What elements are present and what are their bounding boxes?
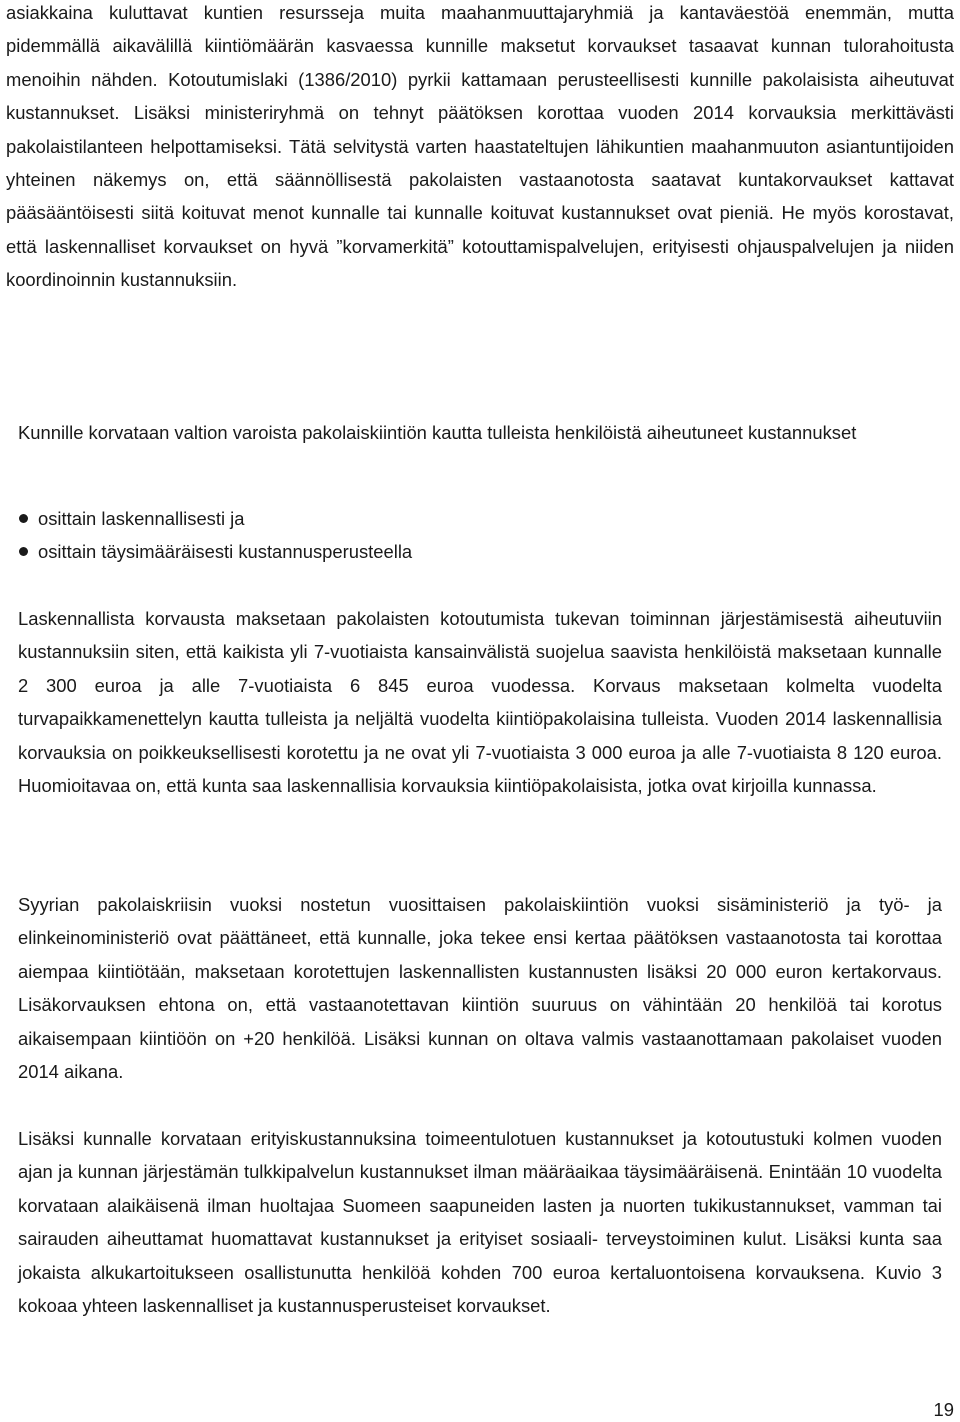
paragraph-syria-refugee-crisis: Syyrian pakolaiskriisin vuoksi nostetun vuosittaisen pakolaiskiintiön vuoksi sisäministeriö ja työ- ja elinkeinoministeriö ovat päättäneet, että kunnalle, joka tekee ensi kertaa päätöksen vastaanotosta tai korottaa aiempaa kiintiötään, maksetaan korotettujen laskennallisten kustannusten lisäksi 20 000 euron kertakorvaus. Lisäkorvauksen ehtona on, että vastaanotettavan kiintiön suuruus on vähintään 20 henkilöä tai korotus aikaisempaan kiintiöön on +20 henkilöä. Lisäksi kunnan on oltava valmis vastaanottamaan pakolaiset vuoden 2014 aikana. xyxy=(18,894,942,1083)
paragraph-special-costs: Lisäksi kunnalle korvataan erityiskustannuksina toimeentulotuen kustannukset ja kotoutustuki kolmen vuoden ajan ja kunnan järjestämän tulkkipalvelun kustannukset ilman määräaikaa täysimääräisenä. Enintään 10 vuodelta korvataan alaikäisenä ilman huoltajaa Suomeen saapuneiden lasten ja nuorten tukikustannukset, vamman tai sairauden aiheuttamat huomattavat kustannukset ja erityiset sosiaali- terveystoiminen kulut. Lisäksi kunta saa jokaista alkukartoitukseen osallistunutta henkilöä kohden 700 euroa kertaluontoisena korvauksena. Kuvio 3 kokoaa yhteen laskennalliset ja kustannusperusteiset korvaukset. xyxy=(18,1128,942,1317)
bullet-icon xyxy=(19,514,28,523)
paragraph-state-compensation-intro: Kunnille korvataan valtion varoista pakolaiskiintiön kautta tulleista henkilöistä aiheutuneet kustannukset xyxy=(18,422,857,443)
bullet-icon xyxy=(19,547,28,556)
paragraph-calculated-compensation: Laskennallista korvausta maksetaan pakolaisten kotoutumista tukevan toiminnan järjestämisestä aiheutuviin kustannuksiin siten, että kaikista yli 7-vuotiaista kansainvälistä suojelua saavista henkilöistä maksetaan kunnalle 2 300 euroa ja alle 7-vuotiaista 6 845 euroa vuodessa. Korvaus maksetaan kolmelta vuodelta turvapaikkamenettelyn kautta tulleista ja neljältä vuodelta kiintiöpakolaisina tulleista. Vuoden 2014 laskennallisia korvauksia on poikkeuksellisesti korotettu ja ne ovat yli 7-vuotiaista 3 000 euroa ja alle 7-vuotiaista 8 120 euroa. Huomioitavaa on, että kunta saa laskennallisia korvauksia kiintiöpakolaisista, jotka ovat kirjoilla kunnassa. xyxy=(18,608,942,797)
list-item-text: osittain laskennallisesti ja xyxy=(38,508,245,529)
paragraph-compensation-overview: asiakkaina kuluttavat kuntien resursseja muita maahanmuuttajaryhmiä ja kantaväestöä enemmän, mutta pidemmällä aikavälillä kiintiömäärän kasvaessa kunnille maksetut korvaukset tasaavat kunnan tulorahoitusta menoihin nähden. Kotoutumislaki (1386/2010) pyrkii kattamaan perusteellisesti kunnille pakolaisista aiheutuvat kustannukset. Lisäksi ministeriryhmä on tehnyt päätöksen korottaa vuoden 2014 korvauksia merkittävästi pakolaistilanteen helpottamiseksi. Tätä selvitystä varten haastateltujen lähikuntien maahanmuuton asiantuntijoiden yhteinen näkemys on, että säännöllisestä pakolaisten vastaanotosta saatavat kuntakorvaukset kattavat pääsääntöisesti siitä koituvat menot kunnalle tai kunnalle koituvat kustannukset ovat pieniä. He myös korostavat, että laskennalliset korvaukset on hyvä ”korvamerkitä” kotouttamispalvelujen, erityisesti ohjauspalvelujen ja niiden koordinoinnin kustannuksiin. xyxy=(6,2,954,291)
list-item xyxy=(18,502,942,535)
list-item-text: osittain täysimääräisesti kustannusperusteella xyxy=(38,541,413,563)
compensation-type-list xyxy=(18,502,942,569)
page-number: 19 xyxy=(933,1399,954,1420)
list-item xyxy=(18,535,942,568)
